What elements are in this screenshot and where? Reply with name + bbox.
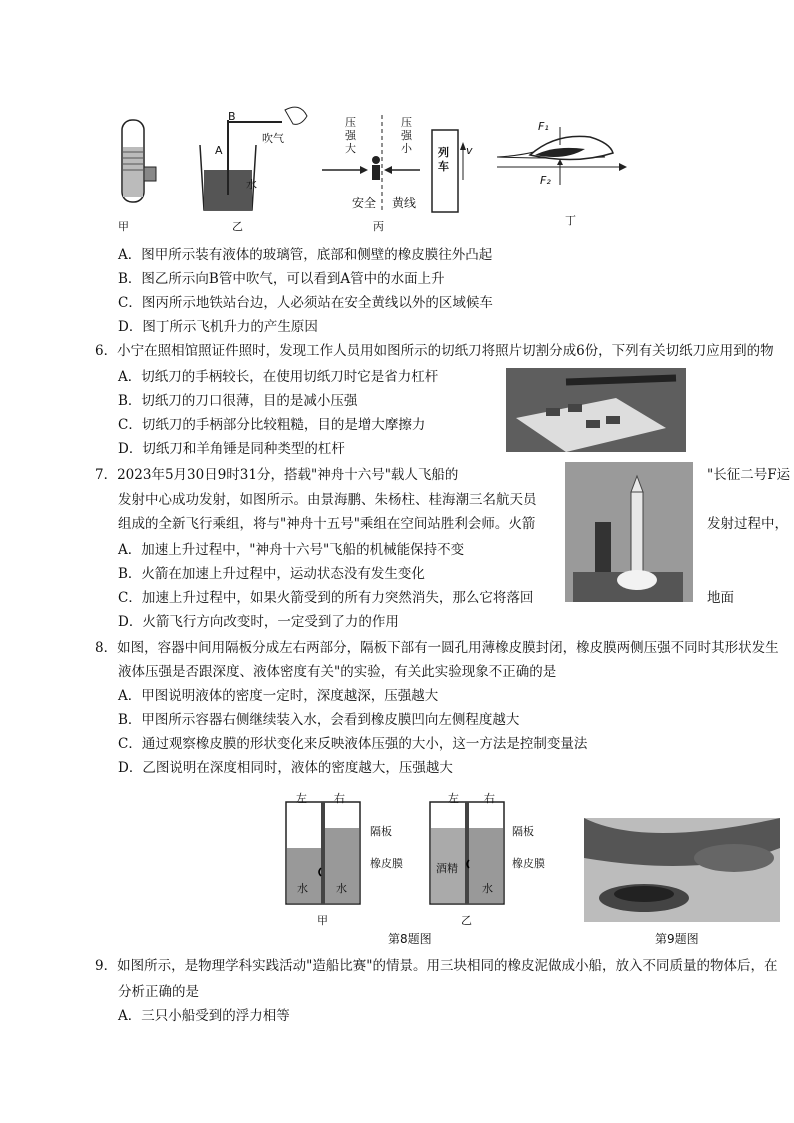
bing-label-safety: 安全 — [352, 196, 377, 210]
bing-label-pressure-big: 压强大 — [345, 116, 356, 155]
figure-8-yi-container — [428, 800, 508, 908]
boat-contest-photo — [584, 818, 780, 922]
caption-figure-8: 第8题图 — [388, 932, 432, 946]
q7-option-d: D．火箭飞行方向改变时，一定受到了力的作用 — [118, 614, 399, 630]
figure-8-jia-container — [284, 800, 364, 908]
q9-option-a: A．三只小船受到的浮力相等 — [118, 1008, 290, 1024]
figure-jia — [110, 112, 170, 212]
ding-label-f1: F₁ — [538, 120, 549, 133]
q7-line-1: 7．2023年5月30日9时31分，搭载"神舟十六号"载人飞船的 — [95, 467, 459, 483]
q8-line-1: 8．如图，容器中间用隔板分成左右两部分，隔板下部有一圆孔用薄橡皮膜封闭，橡皮膜两侧压强不同时其形状发生 — [95, 640, 779, 656]
bing-label-yellow-line: 黄线 — [392, 196, 417, 210]
fig8-jia-membrane: 橡皮膜 — [370, 857, 403, 870]
q6-option-d: D．切纸刀和羊角锤是同种类型的杠杆 — [118, 441, 345, 457]
rocket-launch-photo — [565, 462, 693, 602]
q9-line-2: 分析正确的是 — [118, 984, 199, 1000]
q6-option-b: B．切纸刀的刀口很薄，目的是减小压强 — [118, 393, 358, 409]
q8-option-a: A．甲图说明液体的密度一定时，深度越深，压强越大 — [118, 688, 439, 704]
q9-line-1: 9．如图所示，是物理学科实践活动"造船比赛"的情景。用三块相同的橡皮泥做成小船，放入不同质量的物体后，在 — [95, 958, 778, 974]
yi-label-water: 水 — [246, 178, 257, 191]
q8-option-d: D．乙图说明在深度相同时，液体的密度越大，压强越大 — [118, 760, 453, 776]
paper-cutter-photo — [506, 368, 686, 452]
fig8-jia-label: 甲 — [317, 914, 328, 927]
figure-label-jia: 甲 — [118, 220, 129, 233]
fig8-yi-right: 右 — [484, 792, 495, 805]
fig8-yi-alcohol: 酒精 — [436, 862, 458, 875]
q8-line-2: 液体压强是否跟深度、液体密度有关"的实验，有关此实验现象不正确的是 — [118, 664, 557, 680]
yi-label-blow: 吹气 — [262, 132, 284, 145]
q8-option-c: C．通过观察橡皮膜的形状变化来反映液体压强的大小，这一方法是控制变量法 — [118, 736, 588, 752]
yi-label-b: B — [228, 110, 236, 123]
figure-label-yi: 乙 — [232, 220, 243, 233]
q6-stem: 6．小宁在照相馆照证件照时，发现工作人员用如图所示的切纸刀将照片切割分成6份，下列有关切纸刀应用到的物 — [95, 343, 774, 359]
q7-line-2: 发射中心成功发射，如图所示。由景海鹏、朱杨柱、桂海潮三名航天员 — [118, 492, 537, 508]
q8-option-b: B．甲图所示容器右侧继续装入水，会看到橡皮膜凹向左侧程度越大 — [118, 712, 520, 728]
fig8-yi-left: 左 — [448, 792, 459, 805]
q6-option-c: C．切纸刀的手柄部分比较粗糙，目的是增大摩擦力 — [118, 417, 426, 433]
bing-label-v: v — [466, 144, 473, 157]
q7-option-a: A．加速上升过程中，"神舟十六号"飞船的机械能保持不变 — [118, 542, 465, 558]
fig8-jia-right: 右 — [334, 792, 345, 805]
fig8-jia-water-left: 水 — [297, 882, 308, 895]
fig8-yi-membrane: 橡皮膜 — [512, 857, 545, 870]
q7-option-b: B．火箭在加速上升过程中，运动状态没有发生变化 — [118, 566, 425, 582]
q5-option-a: A．图甲所示装有液体的玻璃管，底部和侧壁的橡皮膜往外凸起 — [118, 247, 493, 263]
q7-option-c: C．加速上升过程中，如果火箭受到的所有力突然消失，那么它将落回 — [118, 590, 534, 606]
figure-label-bing: 丙 — [373, 220, 384, 233]
q5-option-d: D．图丁所示飞机升力的产生原因 — [118, 319, 318, 335]
fig8-yi-water: 水 — [482, 882, 493, 895]
figure-label-ding: 丁 — [565, 214, 576, 227]
q7-line-1-tail: "长征二号F运 — [707, 467, 791, 483]
ding-label-f2: F₂ — [540, 174, 551, 187]
q7-option-c-tail: 地面 — [707, 590, 734, 606]
fig8-jia-water-right: 水 — [336, 882, 347, 895]
bing-label-train: 列车 — [438, 146, 449, 173]
q5-option-c: C．图丙所示地铁站台边，人必须站在安全黄线以外的区域候车 — [118, 295, 493, 311]
fig8-yi-partition: 隔板 — [512, 825, 534, 838]
figure-ding — [495, 115, 630, 195]
caption-figure-9: 第9题图 — [655, 932, 699, 946]
q5-option-b: B．图乙所示向B管中吹气，可以看到A管中的水面上升 — [118, 271, 445, 287]
bing-label-pressure-small: 压强小 — [401, 116, 412, 155]
q7-line-3-tail: 发射过程中， — [707, 516, 788, 532]
q6-option-a: A．切纸刀的手柄较长，在使用切纸刀时它是省力杠杆 — [118, 369, 439, 385]
fig8-jia-left: 左 — [296, 792, 307, 805]
fig8-yi-label: 乙 — [461, 914, 472, 927]
q7-line-3: 组成的全新飞行乘组，将与"神舟十五号"乘组在空间站胜利会师。火箭 — [118, 516, 536, 532]
fig8-jia-partition: 隔板 — [370, 825, 392, 838]
yi-label-a: A — [215, 144, 223, 157]
figure-yi — [190, 100, 310, 215]
